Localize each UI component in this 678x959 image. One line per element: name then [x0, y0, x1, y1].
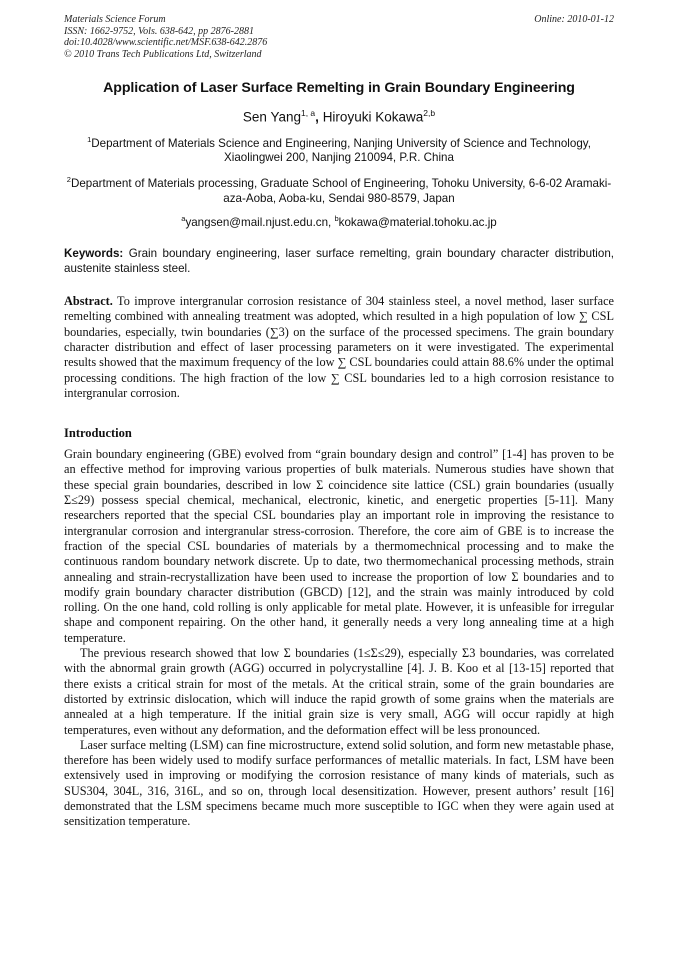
email-sup: b	[334, 214, 339, 224]
affiliation-text: Department of Materials processing, Graduate School of Engineering, Tohoku University, 6-6-02 Aramaki-aza-Aoba, Aoba-ku, Sendai 980-8579, Japan	[70, 177, 612, 205]
email-line	[64, 214, 614, 229]
doi-line: doi:10.4028/www.scientific.net/MSF.638-642.2876	[64, 37, 268, 48]
body-paragraph: Grain boundary engineering (GBE) evolved from “grain boundary design and control” [1-4] has proven to be an effective method for improving various properties of bulk materials. Numerous studies have shown that these special grain boundaries, described in low Σ coincidence site lattice (CSL) grain boundaries (usually Σ≤29) possess special chemical, mechanical, electronic, kinetic, and energetic properties [5-11]. Many researchers reported that the special CSL boundaries play an important role in improving the resistance to intergranular corrosion and intergranular stress-corrosion. Therefore, the core aim of GBE is to increase the fraction of the special CSL boundaries of materials by a thermomechnical processing and to make the continuous random boundary network discrete. Up to date, two thermomechanical processing methods, strain annealing and strain-recrystallization have been used to increase the proportion of low Σ boundaries and to modify grain boundary character distribution (GBCD) [12], and the strain was mainly introduced by cold rolling. On the one hand, cold rolling is only applicable for metal plate. However, it is unfeasible for irregular shape and component repairing. On the other hand, it generally needs a very long annealing time at a high temperature.	[64, 447, 614, 645]
email-sup: a	[181, 214, 186, 224]
copyright-line: © 2010 Trans Tech Publications Ltd, Switzerland	[64, 48, 262, 60]
keywords-label: Keywords:	[64, 247, 124, 261]
paper-title: Application of Laser Surface Remelting in Grain Boundary Engineering	[103, 80, 575, 96]
issn-line: ISSN: 1662-9752, Vols. 638-642, pp 2876-2881	[64, 25, 254, 37]
header-citation	[64, 14, 267, 60]
email-separator: ,	[328, 216, 335, 230]
online-date: Online: 2010-01-12	[534, 14, 614, 25]
affiliation-sup: 2	[66, 175, 71, 185]
email-address[interactable]: yangsen@mail.njust.edu.cn	[185, 216, 329, 230]
affiliation-text: Department of Materials Science and Engineering, Nanjing University of Science and Technology, Xiaolingwei 200, Nanjing 210094, P.R. China	[91, 136, 591, 164]
author-name: Hiroyuki Kokawa	[322, 109, 424, 125]
journal-name: Materials Science Forum	[64, 14, 166, 25]
email-address[interactable]: kokawa@material.tohoku.ac.jp	[338, 216, 497, 230]
abstract-label: Abstract.	[64, 294, 113, 309]
author-affil-sup: 1, a	[300, 108, 316, 118]
journal-header	[64, 14, 614, 64]
keywords-text: Grain boundary engineering, laser surface remelting, grain boundary character distribution, austenite stainless steel.	[64, 247, 614, 275]
author-separator: ,	[315, 109, 323, 125]
keywords	[64, 247, 614, 276]
body-paragraph: The previous research showed that low Σ boundaries (1≤Σ≤29), especially Σ3 boundaries, was correlated with the abnormal grain growth (AGG) occurred in polycrystalline [4]. J. B. Koo et al [13-15] reported that there exists a critical strain for most of the metals. At the critical strain, some of the grain boundaries are distorted by extrinsic dislocation, which will induce the rapid growth of some grains when the materials are annealed at a high temperature. If the initial grain size is very small, AGG will occur rapidly at high temperatures, even without any deformation, and the deformation effect will be less pronounced.	[64, 646, 614, 737]
section-heading: Introduction	[64, 426, 132, 441]
abstract	[64, 294, 614, 401]
abstract-text: To improve intergranular corrosion resistance of 304 stainless steel, a novel method, laser surface remelting combined with annealing treatment was adopted, which resulted in a high population of low ∑ CSL boundaries, especially, twin boundaries (∑3) on the surface of the processed specimens. The grain boundary character distribution and effect of laser processing parameters on it were investigated. The experimental results showed that the maximum frequency of the low ∑ CSL boundaries could attain 88.6% under the optimal processing conditions. The high fraction of the low ∑ CSL boundaries led to a high corrosion resistance to intergranular corrosion.	[64, 294, 614, 400]
author-name: Sen Yang	[242, 109, 301, 125]
affiliation	[64, 133, 614, 166]
affiliation	[64, 173, 614, 206]
author-list	[64, 108, 614, 125]
affiliation-sup: 1	[87, 134, 92, 144]
paper-page	[64, 14, 614, 830]
author-affil-sup: 2,b	[423, 108, 436, 118]
body-paragraph: Laser surface melting (LSM) can fine microstructure, extend solid solution, and form new metastable phase, therefore has been widely used to modify surface performances of metallic materials. In fact, LSM have been extensively used in improving or modifying the corrosion resistance of many kinds of materials, such as SUS304, 304L, 316, 316L, and so on, through local desensitization. However, present authors’ result [16] demonstrated that the LSM specimens became much more susceptible to IGC when they were again used at sensitization temperature.	[64, 737, 614, 829]
